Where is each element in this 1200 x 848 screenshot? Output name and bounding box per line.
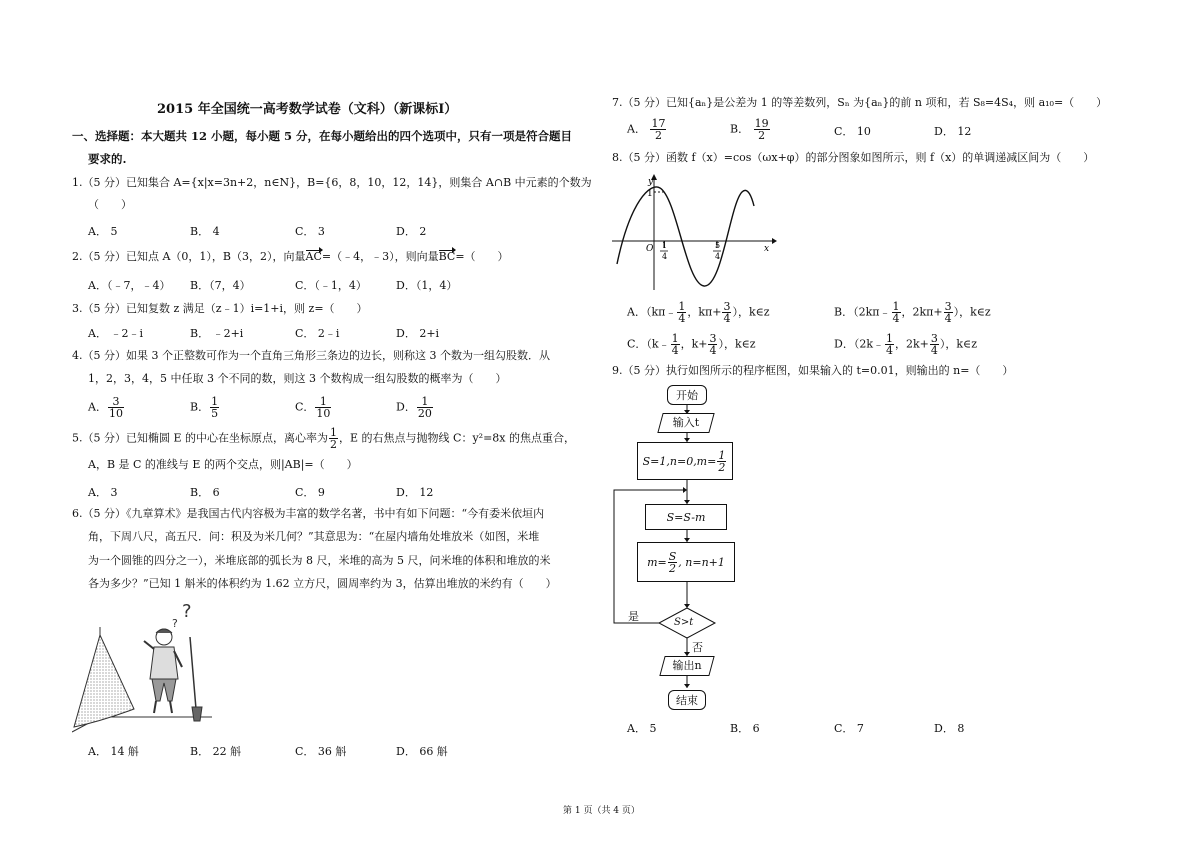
q2-stem: 2.（5 分）已知点 A（0，1），B（3，2），向量AC=（﹣4，﹣3），则向量BC=（ ） — [72, 250, 509, 263]
q5-stem: 5.（5 分）已知椭圆 E 的中心在坐标原点，离心率为 $\frac{1}{2}$ ，E 的右焦点与抛物线 C：y²=8x 的焦点重合， — [72, 426, 575, 451]
q4-stem-cont: 1，2，3，4，5 中任取 3 个不同的数，则这 3 个数构成一组勾股数的概率为（ ） — [88, 372, 507, 385]
q7-option-d[interactable]: D． 12 — [934, 125, 972, 138]
q9-option-d[interactable]: D． 8 — [934, 722, 965, 735]
flowchart-start: 开始 — [667, 385, 707, 405]
q3-stem: 3.（5 分）已知复数 z 满足（z﹣1）i=1+i，则 z=（ ） — [72, 302, 368, 315]
q8-option-d[interactable]: D．（2k﹣ $\frac{1}{4}$ ，2k+ $\frac{3}{4}$ ），k∈z — [834, 332, 977, 357]
q1-stem-cont: （ ） — [88, 198, 132, 211]
svg-text:?: ? — [182, 601, 192, 622]
q8-option-a[interactable]: A．（kπ﹣ $\frac{1}{4}$ ，kπ+ $\frac{3}{4}$ ），k∈z — [627, 300, 770, 325]
flowchart-step-update: m= $\frac{S}{2}$ , n=n+1 — [637, 542, 735, 582]
q8-option-b[interactable]: B．（2kπ﹣ $\frac{1}{4}$ ，2kπ+ $\frac{3}{4}$ ），k∈z — [834, 300, 991, 325]
flowchart-step-subtract: S=S-m — [645, 504, 727, 530]
page-footer: 第 1 页（共 4 页） — [563, 806, 640, 816]
svg-text:?: ? — [172, 617, 178, 630]
q6-stem-line3: 为一个圆锥的四分之一），米堆底部的弧长为 8 尺，米堆的高为 5 尺，问米堆的体积和堆放的米 — [88, 554, 551, 567]
flowchart-input: 输入t — [657, 413, 714, 433]
graph-tick2-num: 5 — [715, 241, 721, 250]
q4-option-c[interactable]: C． $\frac{1}{10}$ — [295, 395, 331, 420]
rice-pile-illustration — [72, 597, 222, 735]
q1-option-b[interactable]: B． 4 — [190, 225, 220, 238]
q9-stem: 9.（5 分）执行如图所示的程序框图，如果输入的 t=0.01，则输出的 n=（ ） — [612, 364, 1014, 377]
q7-stem: 7.（5 分）已知{aₙ}是公差为 1 的等差数列，Sₙ 为{aₙ}的前 n 项和，若 S₈=4S₄，则 a₁₀=（ ） — [612, 96, 1108, 109]
q8-stem: 8.（5 分）函数 f（x）=cos（ωx+φ）的部分图象如图所示，则 f（x）的单调递减区间为（ ） — [612, 151, 1095, 164]
flowchart-yes-label: 是 — [628, 610, 639, 623]
q5-option-a[interactable]: A． 3 — [88, 486, 118, 499]
q9-option-b[interactable]: B． 6 — [730, 722, 760, 735]
q4-stem: 4.（5 分）如果 3 个正整数可作为一个直角三角形三条边的边长，则称这 3 个数为一组勾股数．从 — [72, 349, 550, 362]
vector-ac: AC — [305, 250, 322, 263]
section-heading: 一、选择题：本大题共 12 小题，每小题 5 分，在每小题给出的四个选项中，只有一项是符合题目 — [72, 129, 573, 143]
q6-stem-line4: 各为多少？”已知 1 斛米的体积约为 1.62 立方尺，圆周率约为 3，估算出堆放的米约有（ ） — [88, 577, 557, 590]
q7-option-c[interactable]: C． 10 — [834, 125, 871, 138]
q2-option-b[interactable]: B．（7，4） — [190, 279, 251, 292]
q9-option-c[interactable]: C． 7 — [834, 722, 864, 735]
page-title: 2015 年全国统一高考数学试卷（文科）（新课标Ⅰ） — [157, 102, 458, 117]
q6-option-c[interactable]: C． 36 斛 — [295, 745, 347, 758]
q9-option-a[interactable]: A． 5 — [627, 722, 657, 735]
graph-one-label: 1 — [647, 189, 653, 199]
flowchart-end: 结束 — [668, 690, 706, 710]
graph-tick2-den: 4 — [715, 252, 721, 261]
q6-option-b[interactable]: B． 22 斛 — [190, 745, 242, 758]
q2-option-d[interactable]: D．（1，4） — [396, 279, 458, 292]
vector-bc: BC — [438, 250, 456, 263]
graph-origin-label: O — [646, 244, 654, 254]
graph-tick1-num: 1 — [662, 241, 668, 250]
q3-option-c[interactable]: C． 2﹣i — [295, 327, 340, 340]
flowchart-output: 输出n — [659, 656, 714, 676]
q1-stem: 1.（5 分）已知集合 A={x|x=3n+2，n∈N}，B={6，8，10，12，14}，则集合 A∩B 中元素的个数为 — [72, 176, 592, 189]
q6-stem-line1: 6.（5 分）《九章算术》是我国古代内容极为丰富的数学名著，书中有如下问题：“今有委米依垣内 — [72, 507, 545, 520]
q6-option-d[interactable]: D． 66 斛 — [396, 745, 448, 758]
q4-option-a[interactable]: A． $\frac{3}{10}$ — [88, 395, 123, 420]
cosine-graph — [612, 172, 777, 294]
graph-y-label: y — [648, 177, 654, 187]
graph-tick1-den: 4 — [662, 252, 668, 261]
q8-option-c[interactable]: C．（k﹣ $\frac{1}{4}$ ，k+ $\frac{3}{4}$ ），k∈z — [627, 332, 756, 357]
q1-option-a[interactable]: A． 5 — [88, 225, 118, 238]
q1-option-d[interactable]: D． 2 — [396, 225, 427, 238]
q6-stem-line2: 角，下周八尺，高五尺．问：积及为米几何？”其意思为：“在屋内墙角处堆放米（如图，米堆 — [88, 530, 540, 543]
q3-option-d[interactable]: D． 2+i — [396, 327, 440, 340]
q5-option-d[interactable]: D． 12 — [396, 486, 434, 499]
q6-option-a[interactable]: A． 14 斛 — [88, 745, 139, 758]
q5-option-b[interactable]: B． 6 — [190, 486, 220, 499]
q1-option-c[interactable]: C． 3 — [295, 225, 325, 238]
graph-x-label: x — [764, 244, 770, 254]
q5-stem-cont: A，B 是 C 的准线与 E 的两个交点，则|AB|=（ ） — [88, 458, 358, 471]
q7-option-a[interactable]: A． $\frac{17}{2}$ — [627, 117, 666, 142]
flowchart-init: S=1,n=0,m= $\frac{1}{2}$ — [637, 442, 733, 480]
q4-option-d[interactable]: D． $\frac{1}{20}$ — [396, 395, 432, 420]
q3-option-a[interactable]: A． ﹣2﹣i — [88, 327, 143, 340]
flowchart-no-label: 否 — [692, 641, 703, 654]
q2-option-c[interactable]: C．（﹣1，4） — [295, 279, 367, 292]
q7-option-b[interactable]: B． $\frac{19}{2}$ — [730, 117, 769, 142]
q5-option-c[interactable]: C． 9 — [295, 486, 325, 499]
section-heading-cont: 要求的. — [88, 152, 127, 166]
q3-option-b[interactable]: B． ﹣2+i — [190, 327, 244, 340]
q4-option-b[interactable]: B． $\frac{1}{5}$ — [190, 395, 219, 420]
q2-option-a[interactable]: A．（﹣7，﹣4） — [88, 279, 171, 292]
flowchart-condition: S>t — [674, 617, 694, 628]
